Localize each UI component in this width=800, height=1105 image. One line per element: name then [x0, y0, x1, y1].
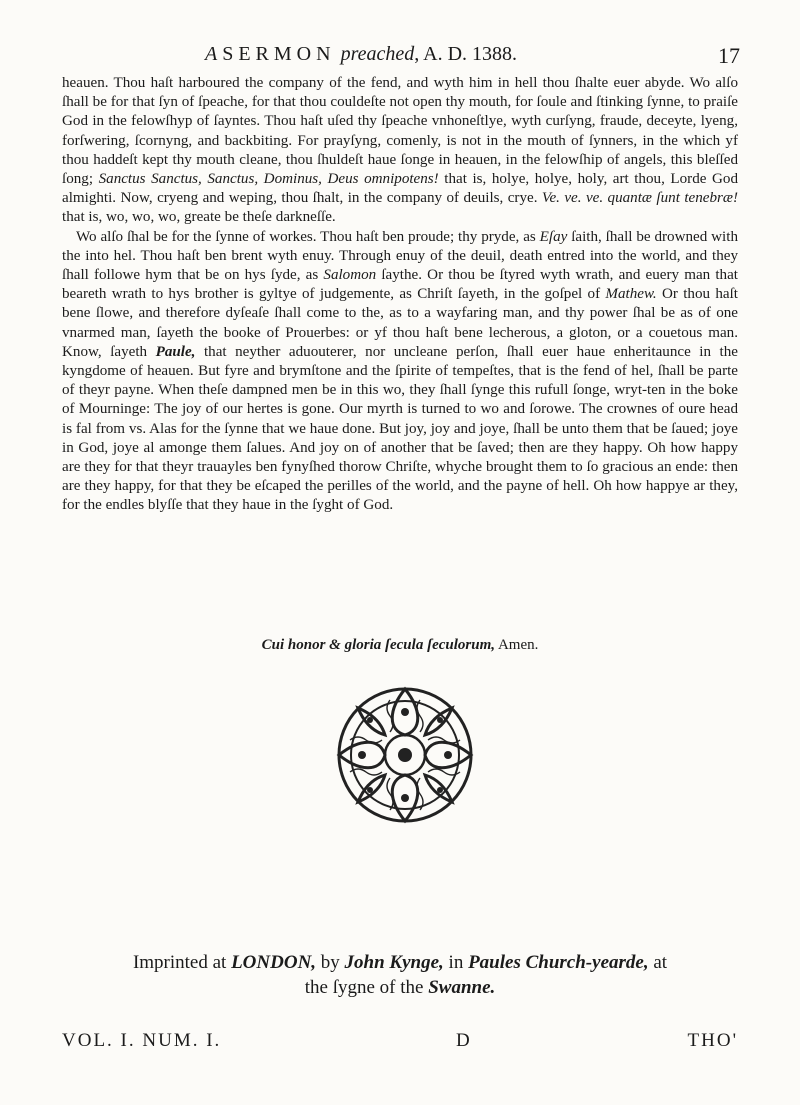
citation: Salomon — [323, 267, 377, 284]
imprint — [62, 950, 738, 1000]
text-run: in — [443, 952, 469, 973]
text-run: ſaith, ſhall be drowned with the into hel. Thou haſt ben brent wyth enuy. Through enuy of the deuil, death entred into the world, and they ſhall followe hym that be on hys ſyde, as — [62, 228, 738, 284]
woodcut-ornament — [330, 680, 480, 830]
page-number: 17 — [718, 43, 740, 68]
imprint-printer: John Kynge, — [344, 952, 444, 973]
text-run: heauen. Thou haſt harboured the company of the fend, and wyth him in hell thou ſhalte euer abyde. Wo alſo ſhall be for that ſyn of ſpeache, for that thou couldeſte not open thy mouth, for ſoule and ſtinking ſynne, to praiſe God in the felowſhyp of ſayntes. Thou haſt uſed thy ſpeache vnhoneſtlye, wyth curſyng, fraude, deceyte, lyeng, forſwering, ſcornyng, and backbiting. For prayſyng, comenly, is not in the mouth of ſynners, in the which yf thou haddeſt kept thy mouth cleane, thou ſhuldeſt haue ſonge in heauen, in the felowſhip of angels, this bleſſed ſong; — [62, 75, 738, 188]
text-run: that is, holye, holye, holy, art thou, Lorde God almighti. Now, cryeng and weping, thou ſhalt, in the company of deuils, crye. — [62, 171, 738, 207]
latin-quote: Ve. ve. ve. quantæ ſunt tenebræ! — [541, 190, 738, 207]
text-run: Imprinted at — [132, 952, 232, 973]
signature-mark: D — [456, 1030, 472, 1051]
imprint-sign: Swanne. — [428, 977, 496, 998]
text-run: at — [648, 952, 668, 973]
doxology-latin: Cui honor & gloria ſecula ſeculorum, — [261, 637, 495, 653]
paragraph-1 — [62, 74, 738, 228]
running-title-date: , A. D. 1388. — [414, 43, 518, 65]
running-head — [60, 36, 740, 72]
imprint-place: LONDON, — [231, 952, 317, 973]
doxology — [0, 637, 800, 654]
volume-number: VOL. I. NUM. I. — [62, 1030, 222, 1051]
footer — [62, 1030, 738, 1054]
citation: Paule, — [155, 343, 196, 360]
imprint-line-2 — [62, 975, 738, 1000]
sermon-body — [62, 74, 738, 516]
text-run: the ſygne of the — [304, 977, 429, 998]
citation: Mathew. — [605, 286, 657, 303]
running-title-preached: preached — [340, 43, 415, 65]
text-run: Or thou haſt bene ſlowe, and therefore dyſeaſe ſhall come to the, as to a wayfaring man, and thy power ſhal be as of one vnarmed man, ſayeth the booke of Prouerbes: or yf thou haſt bene lecherous, a gloton, or a couetous man. Know, ſayeth — [62, 286, 738, 360]
text-run: ſaythe. Or thou be ſtyred wyth wrath, and euery man that beareth wrath to hys brother is gyltye of judgemente, as Chriſt ſayeth, in the goſpel of — [62, 267, 738, 303]
latin-quote: Sanctus Sanctus, Sanctus, Dominus, Deus omnipotens! — [98, 171, 439, 188]
doxology-amen: Amen. — [497, 637, 539, 653]
imprint-location: Paules Church-yearde, — [468, 952, 649, 973]
text-run: that neyther aduouterer, nor uncleane perſon, ſhall euer haue enheritaunce in the kyngdome of heauen. But fyre and brymſtone and the ſpirite of tempeſtes, that is the fend of hel, ſhall be parte of theyr payne. When theſe dampned men be in this wo, they ſhall ſynge this rufull ſonge, wryt-ten in the boke of Mourninge: The joy of our hertes is gone. Our myrth is turned to wo and ſorowe. The crownes of oure head is fal from vs. Alas for the ſynne that we haue done. But joy, joy and joye, ſhall be unto them that be ſaued; joye in God, joye al amonge them ſalues. And joy on of another that be ſaved; then are they happy. Oh how happy are they for that theyr trauayles ben fynyſhed thorow Chriſte, whyche brought them to ſo gracious an ende: then are they happy, for that they be eſcaped the perilles of the world, and the payne of hell. Oh how happye ar they, for the endles blyſſe that they haue in the ſyght of God. — [62, 343, 738, 514]
running-title-sermon: SERMON — [222, 43, 336, 65]
catchword: THO' — [687, 1030, 738, 1051]
text-run: by — [316, 952, 345, 973]
running-title — [205, 36, 517, 72]
citation: Eſay — [539, 228, 568, 245]
running-title-article: A — [205, 43, 218, 65]
paragraph-2 — [62, 228, 738, 516]
imprint-line-1 — [62, 950, 738, 975]
text-run: that is, wo, wo, wo, greate be theſe darkneſſe. — [62, 209, 336, 226]
text-run: Wo alſo ſhal be for the ſynne of workes. Thou haſt ben proude; thy pryde, as — [76, 228, 540, 245]
